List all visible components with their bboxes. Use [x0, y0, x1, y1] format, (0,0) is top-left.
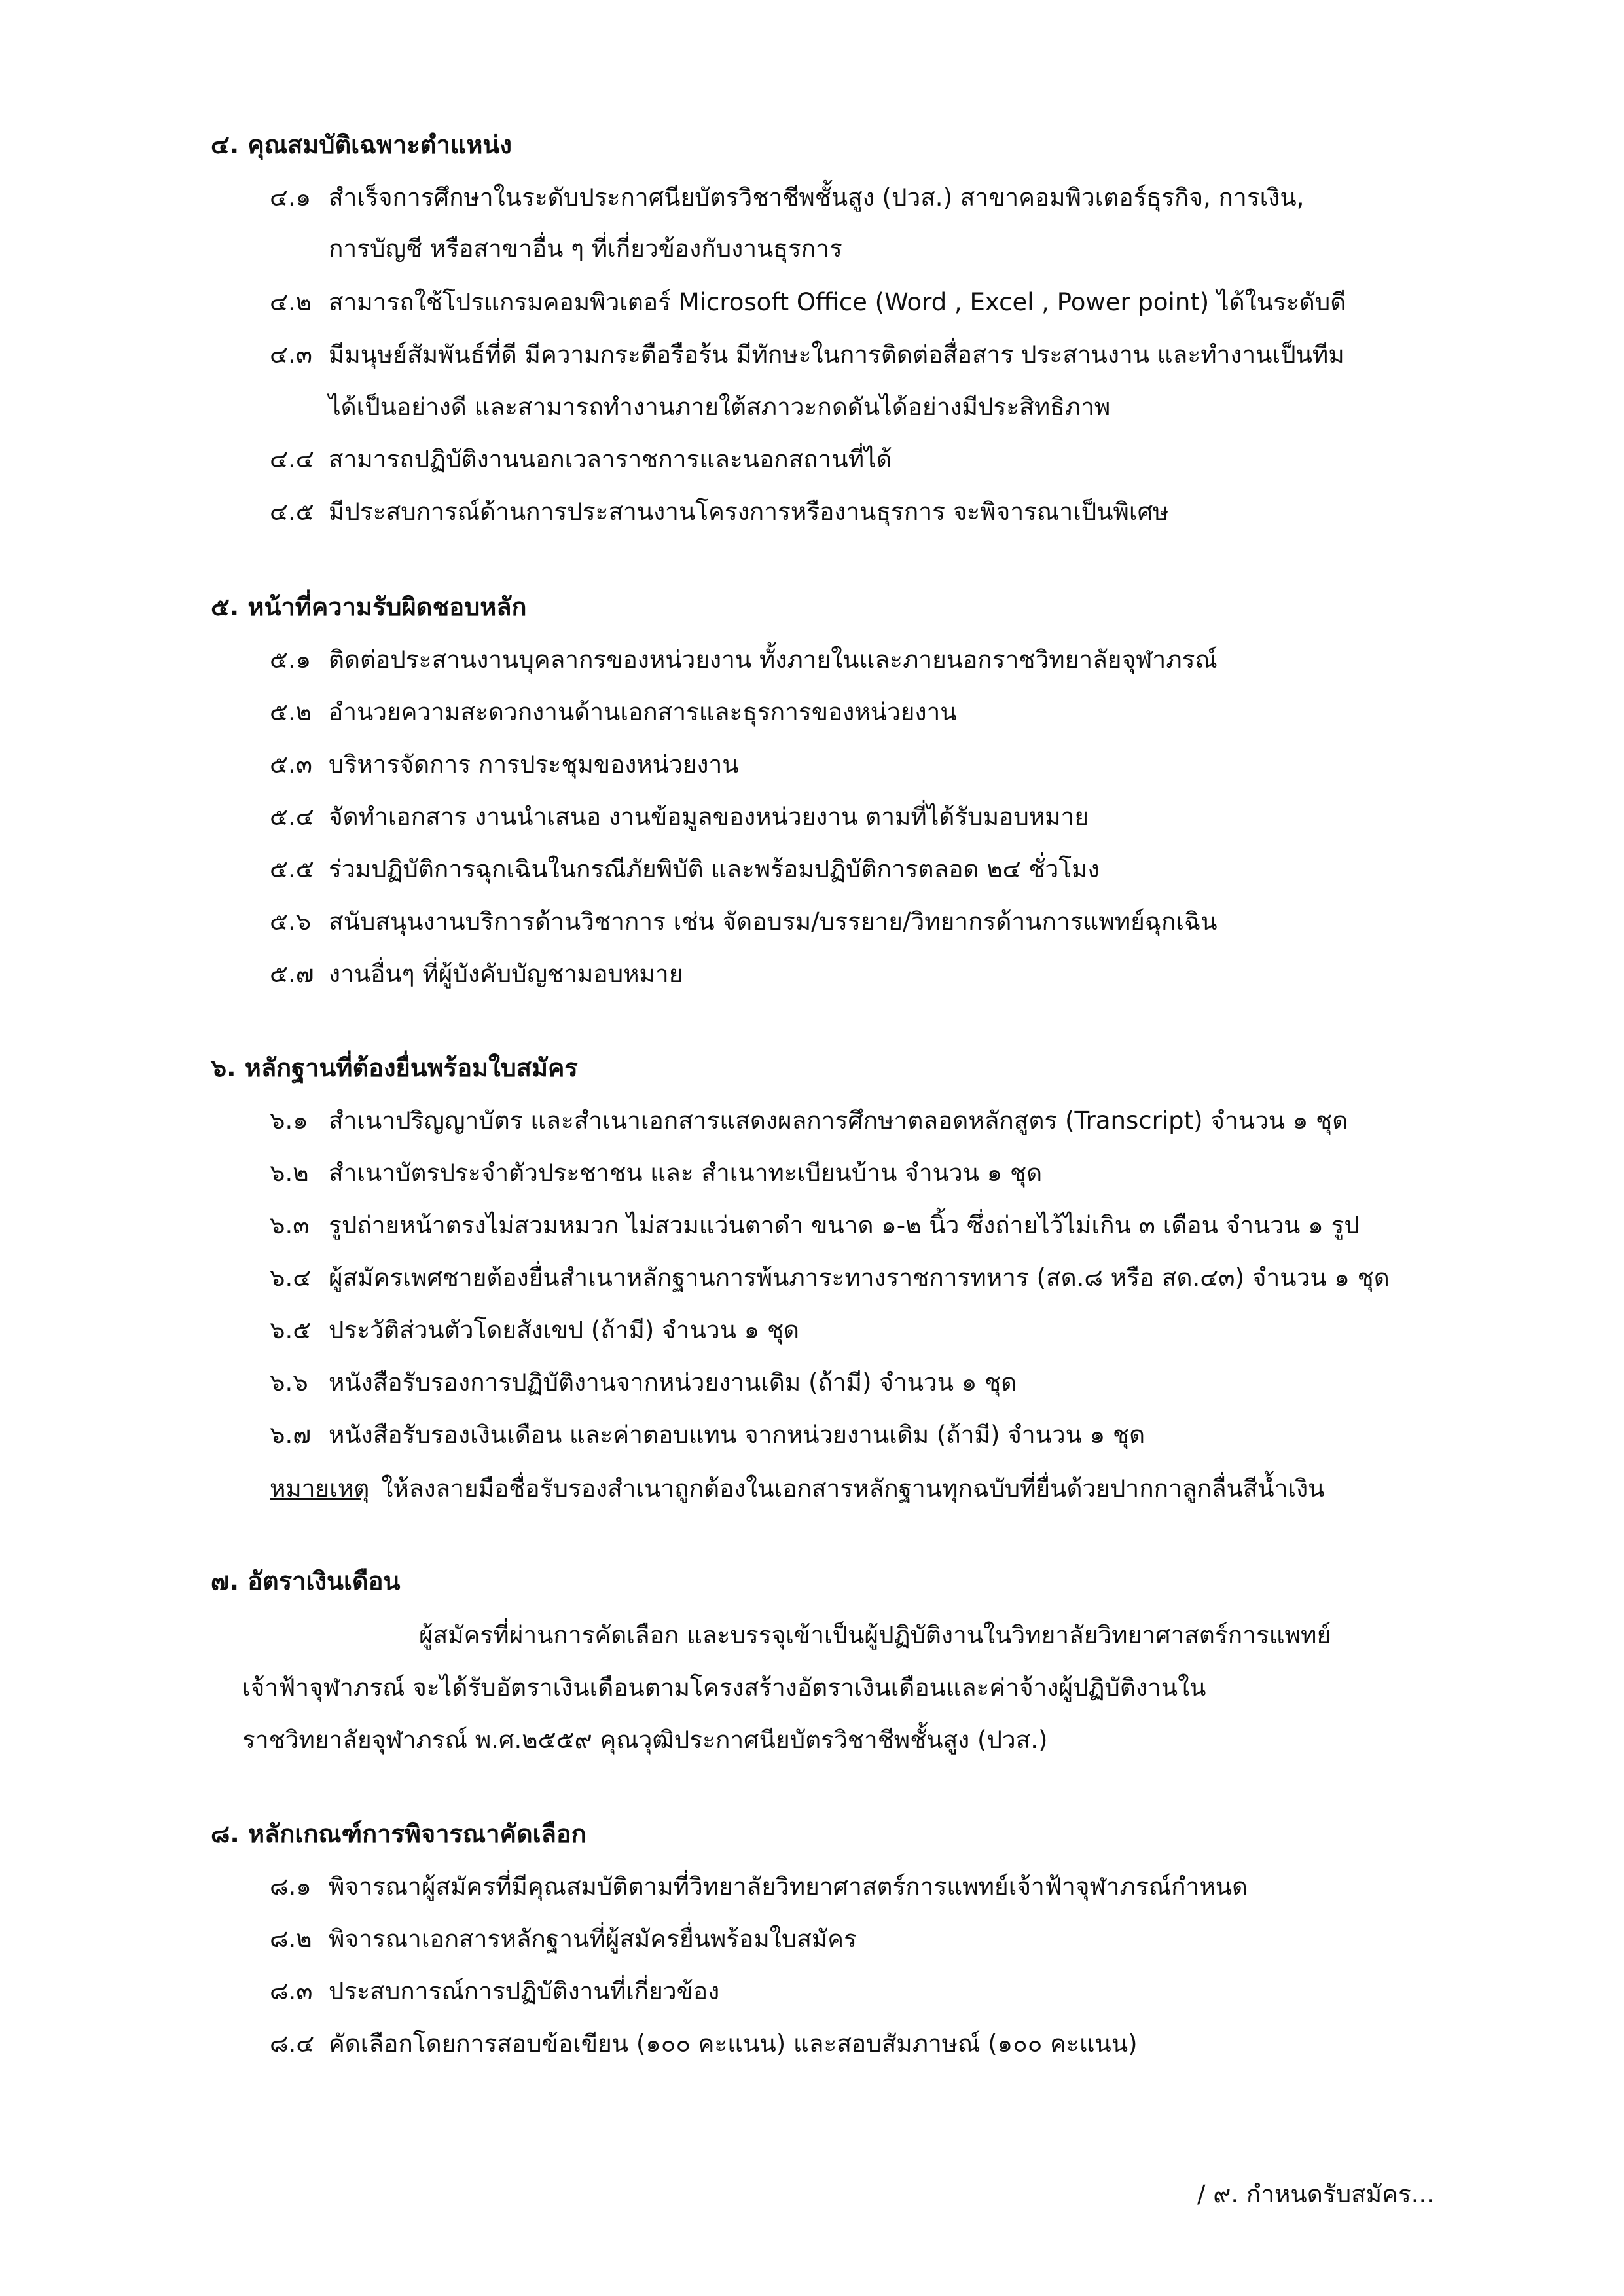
item-text: มีประสบการณ์ด้านการประสานงานโครงการหรืองานธุรการ จะพิจารณาเป็นพิเศษ: [329, 498, 1169, 526]
remark-text: ให้ลงลายมือชื่อรับรองสำเนาถูกต้องในเอกสารหลักฐานทุกฉบับที่ยื่นด้วยปากกาลูกลื่นสีน้ำเงิน: [381, 1474, 1325, 1503]
item-text: รูปถ่ายหน้าตรงไม่สวมหมวก ไม่สวมแว่นตาดำ ขนาด ๑-๒ นิ้ว ซึ่งถ่ายไว้ไม่เกิน ๓ เดือน จำนวน ๑ รูป: [329, 1211, 1360, 1239]
item-6-2: [270, 1154, 1042, 1192]
item-text: บริหารจัดการ การประชุมของหน่วยงาน: [329, 750, 739, 778]
item-text: งานอื่นๆ ที่ผู้บังคับบัญชามอบหมาย: [329, 960, 683, 988]
item-number: ๖.๓: [270, 1211, 310, 1239]
remark: [270, 1469, 1324, 1508]
item-4-1-continuation: การบัญชี หรือสาขาอื่น ๆ ที่เกี่ยวข้องกับงานธุรการ: [329, 234, 842, 263]
section-6-heading: ๖. หลักฐานที่ต้องยื่นพร้อมใบสมัคร: [211, 1053, 578, 1082]
item-8-2: [270, 1920, 857, 1958]
remark-label: หมายเหตุ: [270, 1474, 370, 1503]
item-number: ๔.๓: [270, 340, 313, 369]
item-8-3: [270, 1972, 719, 2011]
item-number: ๘.๒: [270, 1925, 312, 1953]
item-text: สำเนาปริญญาบัตร และสำเนาเอกสารแสดงผลการศึกษาตลอดหลักสูตร (Transcript) จำนวน ๑ ชุด: [329, 1106, 1348, 1135]
item-text: ประสบการณ์การปฏิบัติงานที่เกี่ยวข้อง: [329, 1977, 720, 2005]
salary-paragraph-line-2: เจ้าฟ้าจุฬาภรณ์ จะได้รับอัตราเงินเดือนตามโครงสร้างอัตราเงินเดือนและค่าจ้างผู้ปฏิบัติงานใน: [242, 1673, 1206, 1702]
item-text: สามารถใช้โปรแกรมคอมพิวเตอร์ Microsoft Office (Word , Excel , Power point) ได้ในระดับดี: [329, 288, 1346, 316]
item-text: สนับสนุนงานบริการด้านวิชาการ เช่น จัดอบรม/บรรยาย/วิทยากรด้านการแพทย์ฉุกเฉิน: [329, 907, 1218, 936]
item-text: สามารถปฏิบัติงานนอกเวลาราชการและนอกสถานที่ได้: [329, 445, 892, 473]
item-text: ติดต่อประสานงานบุคลากรของหน่วยงาน ทั้งภายในและภายนอกราชวิทยาลัยจุฬาภรณ์: [329, 646, 1218, 674]
item-text: ประวัติส่วนตัวโดยสังเขป (ถ้ามี) จำนวน ๑ ชุด: [329, 1316, 800, 1344]
item-text: สำเร็จการศึกษาในระดับประกาศนียบัตรวิชาชีพชั้นสูง (ปวส.) สาขาคอมพิวเตอร์ธุรกิจ, การเงิน,: [329, 183, 1305, 211]
item-number: ๕.๕: [270, 855, 314, 883]
item-number: ๕.๔: [270, 803, 314, 831]
item-4-4: [270, 440, 892, 479]
item-text: ร่วมปฏิบัติการฉุกเฉินในกรณีภัยพิบัติ และพร้อมปฏิบัติการตลอด ๒๔ ชั่วโมง: [329, 855, 1100, 883]
item-5-2: [270, 693, 957, 731]
item-number: ๔.๒: [270, 288, 312, 316]
item-5-5: [270, 850, 1100, 888]
item-5-3: [270, 745, 739, 784]
item-number: ๖.๕: [270, 1316, 312, 1344]
item-5-1: [270, 640, 1218, 679]
section-7-heading: ๗. อัตราเงินเดือน: [211, 1567, 401, 1595]
item-6-5: [270, 1311, 799, 1349]
item-4-3-continuation: ได้เป็นอย่างดี และสามารถทำงานภายใต้สภาวะกดดันได้อย่างมีประสิทธิภาพ: [329, 393, 1111, 421]
item-8-4: [270, 2024, 1138, 2063]
section-8-heading: ๘. หลักเกณฑ์การพิจารณาคัดเลือก: [211, 1819, 586, 1848]
item-number: ๕.๒: [270, 698, 312, 726]
item-6-6: [270, 1363, 1017, 1402]
item-number: ๕.๖: [270, 907, 312, 936]
item-number: ๔.๑: [270, 183, 312, 211]
item-number: ๖.๑: [270, 1106, 308, 1135]
item-number: ๖.๔: [270, 1264, 312, 1292]
item-6-7: [270, 1415, 1145, 1454]
item-text: สำเนาบัตรประจำตัวประชาชน และ สำเนาทะเบียนบ้าน จำนวน ๑ ชุด: [329, 1159, 1043, 1187]
item-number: ๔.๔: [270, 445, 314, 473]
item-6-4: [270, 1258, 1390, 1297]
section-4-heading: ๔. คุณสมบัติเฉพาะตำแหน่ง: [211, 130, 512, 159]
item-text: หนังสือรับรองเงินเดือน และค่าตอบแทน จากหน่วยงานเดิม (ถ้ามี) จำนวน ๑ ชุด: [329, 1421, 1146, 1449]
item-number: ๖.๗: [270, 1421, 312, 1449]
salary-paragraph-line-1: ผู้สมัครที่ผ่านการคัดเลือก และบรรจุเข้าเป็นผู้ปฏิบัติงานในวิทยาลัยวิทยาศาสตร์การแพทย์: [419, 1621, 1331, 1649]
item-6-3: [270, 1206, 1360, 1245]
item-number: ๘.๓: [270, 1977, 313, 2005]
item-number: ๖.๖: [270, 1368, 308, 1396]
item-6-1: [270, 1101, 1348, 1140]
item-4-2: [270, 283, 1346, 321]
item-text: คัดเลือกโดยการสอบข้อเขียน (๑๐๐ คะแนน) และสอบสัมภาษณ์ (๑๐๐ คะแนน): [329, 2030, 1138, 2058]
item-number: ๔.๕: [270, 498, 314, 526]
salary-paragraph-line-3: ราชวิทยาลัยจุฬาภรณ์ พ.ศ.๒๕๕๙ คุณวุฒิประกาศนียบัตรวิชาชีพชั้นสูง (ปวส.): [242, 1726, 1048, 1754]
item-5-4: [270, 797, 1089, 836]
item-4-3: [270, 335, 1344, 374]
item-text: จัดทำเอกสาร งานนำเสนอ งานข้อมูลของหน่วยงาน ตามที่ได้รับมอบหมาย: [329, 803, 1089, 831]
item-text: พิจารณาผู้สมัครที่มีคุณสมบัติตามที่วิทยาลัยวิทยาศาสตร์การแพทย์เจ้าฟ้าจุฬาภรณ์กำหนด: [329, 1872, 1248, 1901]
item-number: ๕.๗: [270, 960, 314, 988]
item-text: มีมนุษย์สัมพันธ์ที่ดี มีความกระตือรือร้น มีทักษะในการติดต่อสื่อสาร ประสานงาน และทำงานเป็นทีม: [329, 340, 1344, 369]
item-5-7: [270, 955, 683, 993]
item-number: ๕.๑: [270, 646, 312, 674]
item-text: อำนวยความสะดวกงานด้านเอกสารและธุรการของหน่วยงาน: [329, 698, 957, 726]
item-4-1: [270, 178, 1304, 217]
item-number: ๘.๔: [270, 2030, 315, 2058]
item-number: ๘.๑: [270, 1872, 312, 1901]
item-number: ๖.๒: [270, 1159, 309, 1187]
item-text: พิจารณาเอกสารหลักฐานที่ผู้สมัครยื่นพร้อมใบสมัคร: [329, 1925, 857, 1953]
section-5-heading: ๕. หน้าที่ความรับผิดชอบหลัก: [211, 592, 527, 621]
item-4-5: [270, 492, 1168, 531]
item-text: ผู้สมัครเพศชายต้องยื่นสำเนาหลักฐานการพ้นภาระทางราชการทหาร (สด.๘ หรือ สด.๔๓) จำนวน ๑ ชุด: [329, 1264, 1390, 1292]
item-5-6: [270, 902, 1218, 941]
item-8-1: [270, 1867, 1248, 1906]
item-text: หนังสือรับรองการปฏิบัติงานจากหน่วยงานเดิม (ถ้ามี) จำนวน ๑ ชุด: [329, 1368, 1017, 1396]
page-continuation-footer: / ๙. กำหนดรับสมัคร...: [1197, 2180, 1434, 2208]
item-number: ๕.๓: [270, 750, 313, 778]
